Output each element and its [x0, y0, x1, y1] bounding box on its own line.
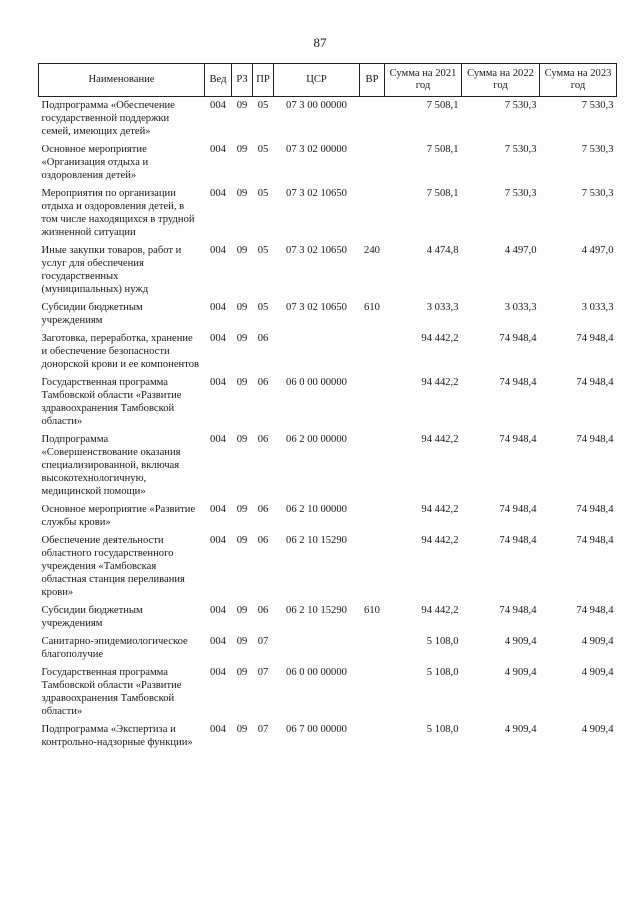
- row-rz: 09: [236, 100, 248, 111]
- row-sum-2021: 7 508,1: [426, 100, 459, 111]
- row-pr: 06: [257, 605, 269, 616]
- row-sum-2021: 7 508,1: [426, 188, 459, 199]
- table-row: [39, 97, 617, 142]
- row-rz: 09: [236, 245, 248, 256]
- row-csr: 07 3 02 10650: [286, 245, 347, 256]
- row-ved: 004: [210, 100, 226, 111]
- row-vr: [360, 141, 385, 185]
- row-rz: 09: [236, 535, 248, 546]
- row-name: Основное мероприятие «Развитие службы крови»: [41, 504, 196, 528]
- row-pr: 05: [257, 245, 269, 256]
- row-csr: 06 2 10 15290: [286, 535, 347, 546]
- row-sum-2021: 5 108,0: [426, 724, 459, 735]
- row-sum-2022: 7 530,3: [504, 144, 537, 155]
- budget-table: [38, 63, 617, 752]
- row-pr: 05: [257, 188, 269, 199]
- row-csr: 07 3 02 10650: [286, 188, 347, 199]
- row-sum-2023: 7 530,3: [581, 144, 614, 155]
- row-sum-2022: 4 909,4: [504, 667, 537, 678]
- row-sum-2023: 74 948,4: [576, 333, 614, 344]
- row-pr: 06: [257, 535, 269, 546]
- row-sum-2021: 94 442,2: [421, 377, 459, 388]
- row-ved: 004: [210, 504, 226, 515]
- row-name: Субсидии бюджетным учреждениям: [41, 302, 143, 326]
- table-row: [39, 501, 617, 532]
- row-vr: 610: [364, 605, 380, 616]
- row-pr: 06: [257, 504, 269, 515]
- row-name: Иные закупки товаров, работ и услуг для обеспечения государственных (муниципальных) нужд: [41, 245, 182, 295]
- header-name: Наименование: [39, 64, 205, 97]
- row-name: Субсидии бюджетным учреждениям: [41, 605, 143, 629]
- row-csr: 06 0 00 00000: [286, 377, 347, 388]
- row-sum-2023: 74 948,4: [576, 434, 614, 445]
- row-ved: 004: [210, 188, 226, 199]
- row-rz: 09: [236, 434, 248, 445]
- row-sum-2022: 4 909,4: [504, 724, 537, 735]
- row-vr: [360, 431, 385, 501]
- row-pr: 07: [257, 636, 269, 647]
- row-vr: [360, 501, 385, 532]
- row-vr: [360, 374, 385, 431]
- row-rz: 09: [236, 724, 248, 735]
- table-header-row: [39, 64, 617, 97]
- table-row: [39, 374, 617, 431]
- header-pr: ПР: [253, 64, 274, 97]
- row-csr: 06 2 10 00000: [286, 504, 347, 515]
- row-sum-2022: 74 948,4: [499, 377, 537, 388]
- row-sum-2021: 94 442,2: [421, 605, 459, 616]
- row-ved: 004: [210, 245, 226, 256]
- row-pr: 07: [257, 724, 269, 735]
- row-sum-2021: 5 108,0: [426, 636, 459, 647]
- row-name: Государственная программа Тамбовской области «Развитие здравоохранения Тамбовской области»: [41, 667, 182, 717]
- row-pr: 05: [257, 302, 269, 313]
- row-sum-2022: 7 530,3: [504, 100, 537, 111]
- row-ved: 004: [210, 667, 226, 678]
- row-sum-2023: 7 530,3: [581, 100, 614, 111]
- row-name: Подпрограмма «Совершенствование оказания специализированной, включая высокотехнологичную, медицинской помощи»: [41, 434, 181, 497]
- table-row: [39, 185, 617, 242]
- row-sum-2021: 94 442,2: [421, 333, 459, 344]
- row-pr: 05: [257, 144, 269, 155]
- row-vr: [360, 185, 385, 242]
- row-pr: 05: [257, 100, 269, 111]
- table-row: [39, 330, 617, 374]
- row-pr: 06: [257, 333, 269, 344]
- row-csr: 06 0 00 00000: [286, 667, 347, 678]
- row-sum-2022: 74 948,4: [499, 504, 537, 515]
- row-sum-2021: 94 442,2: [421, 535, 459, 546]
- table-row: [39, 141, 617, 185]
- row-sum-2021: 94 442,2: [421, 434, 459, 445]
- row-vr: [360, 721, 385, 752]
- row-rz: 09: [236, 605, 248, 616]
- row-rz: 09: [236, 504, 248, 515]
- header-ved: Вед: [205, 64, 232, 97]
- row-sum-2022: 74 948,4: [499, 605, 537, 616]
- row-pr: 07: [257, 667, 269, 678]
- header-sum-2022: Сумма на 2022 год: [462, 64, 540, 97]
- table-body: [39, 97, 617, 753]
- row-rz: 09: [236, 302, 248, 313]
- row-rz: 09: [236, 144, 248, 155]
- row-name: Мероприятия по организации отдыха и оздоровления детей, в том числе находящихся в трудной жизненной ситуации: [41, 188, 195, 238]
- row-name: Санитарно-эпидемиологическое благополучие: [41, 636, 188, 660]
- row-vr: [360, 633, 385, 664]
- table-row: [39, 721, 617, 752]
- table-row: [39, 431, 617, 501]
- row-vr: 240: [364, 245, 380, 256]
- row-ved: 004: [210, 535, 226, 546]
- row-sum-2023: 4 909,4: [581, 667, 614, 678]
- row-sum-2023: 74 948,4: [576, 504, 614, 515]
- row-name: Обеспечение деятельности областного государственного учреждения «Тамбовская областная станция переливания крови»: [41, 535, 185, 598]
- row-vr: [360, 330, 385, 374]
- row-csr: 07 3 02 10650: [286, 302, 347, 313]
- row-csr: [274, 633, 360, 664]
- row-sum-2021: 7 508,1: [426, 144, 459, 155]
- row-csr: 06 2 00 00000: [286, 434, 347, 445]
- row-vr: [360, 97, 385, 142]
- row-sum-2023: 4 497,0: [581, 245, 614, 256]
- row-rz: 09: [236, 377, 248, 388]
- row-csr: 06 7 00 00000: [286, 724, 347, 735]
- table-row: [39, 242, 617, 299]
- row-sum-2023: 4 909,4: [581, 636, 614, 647]
- row-sum-2022: 74 948,4: [499, 434, 537, 445]
- row-sum-2023: 3 033,3: [581, 302, 614, 313]
- row-rz: 09: [236, 636, 248, 647]
- row-sum-2023: 74 948,4: [576, 377, 614, 388]
- row-ved: 004: [210, 724, 226, 735]
- row-sum-2023: 4 909,4: [581, 724, 614, 735]
- table-row: [39, 633, 617, 664]
- header-vr: ВР: [360, 64, 385, 97]
- row-sum-2023: 74 948,4: [576, 605, 614, 616]
- row-sum-2022: 3 033,3: [504, 302, 537, 313]
- row-rz: 09: [236, 188, 248, 199]
- row-sum-2022: 4 497,0: [504, 245, 537, 256]
- row-name: Заготовка, переработка, хранение и обеспечение безопасности донорской крови и ее компонентов: [41, 333, 200, 370]
- row-rz: 09: [236, 333, 248, 344]
- header-rz: РЗ: [232, 64, 253, 97]
- row-name: Подпрограмма «Обеспечение государственной поддержки семей, имеющих детей»: [41, 100, 175, 137]
- row-vr: [360, 664, 385, 721]
- header-csr: ЦСР: [274, 64, 360, 97]
- row-ved: 004: [210, 636, 226, 647]
- row-sum-2022: 74 948,4: [499, 333, 537, 344]
- row-pr: 06: [257, 434, 269, 445]
- row-name: Государственная программа Тамбовской области «Развитие здравоохранения Тамбовской области»: [41, 377, 182, 427]
- row-sum-2023: 7 530,3: [581, 188, 614, 199]
- page-number: 87: [313, 35, 327, 50]
- row-ved: 004: [210, 144, 226, 155]
- row-sum-2021: 94 442,2: [421, 504, 459, 515]
- row-ved: 004: [210, 434, 226, 445]
- table-row: [39, 532, 617, 602]
- row-sum-2022: 4 909,4: [504, 636, 537, 647]
- row-rz: 09: [236, 667, 248, 678]
- header-sum-2021: Сумма на 2021 год: [385, 64, 462, 97]
- row-name: Основное мероприятие «Организация отдыха и оздоровления детей»: [41, 144, 149, 181]
- header-sum-2023: Сумма на 2023 год: [540, 64, 617, 97]
- row-sum-2022: 74 948,4: [499, 535, 537, 546]
- row-name: Подпрограмма «Экспертиза и контрольно-надзорные функции»: [41, 724, 193, 748]
- row-csr: 07 3 02 00000: [286, 144, 347, 155]
- table-row: [39, 664, 617, 721]
- row-vr: [360, 532, 385, 602]
- row-csr: 07 3 00 00000: [286, 100, 347, 111]
- row-sum-2022: 7 530,3: [504, 188, 537, 199]
- row-sum-2021: 3 033,3: [426, 302, 459, 313]
- row-vr: 610: [364, 302, 380, 313]
- table-row: [39, 299, 617, 330]
- row-ved: 004: [210, 377, 226, 388]
- row-ved: 004: [210, 302, 226, 313]
- row-sum-2023: 74 948,4: [576, 535, 614, 546]
- row-ved: 004: [210, 333, 226, 344]
- row-csr: 06 2 10 15290: [286, 605, 347, 616]
- row-sum-2021: 4 474,8: [426, 245, 459, 256]
- row-ved: 004: [210, 605, 226, 616]
- row-pr: 06: [257, 377, 269, 388]
- row-sum-2021: 5 108,0: [426, 667, 459, 678]
- row-csr: [274, 330, 360, 374]
- table-row: [39, 602, 617, 633]
